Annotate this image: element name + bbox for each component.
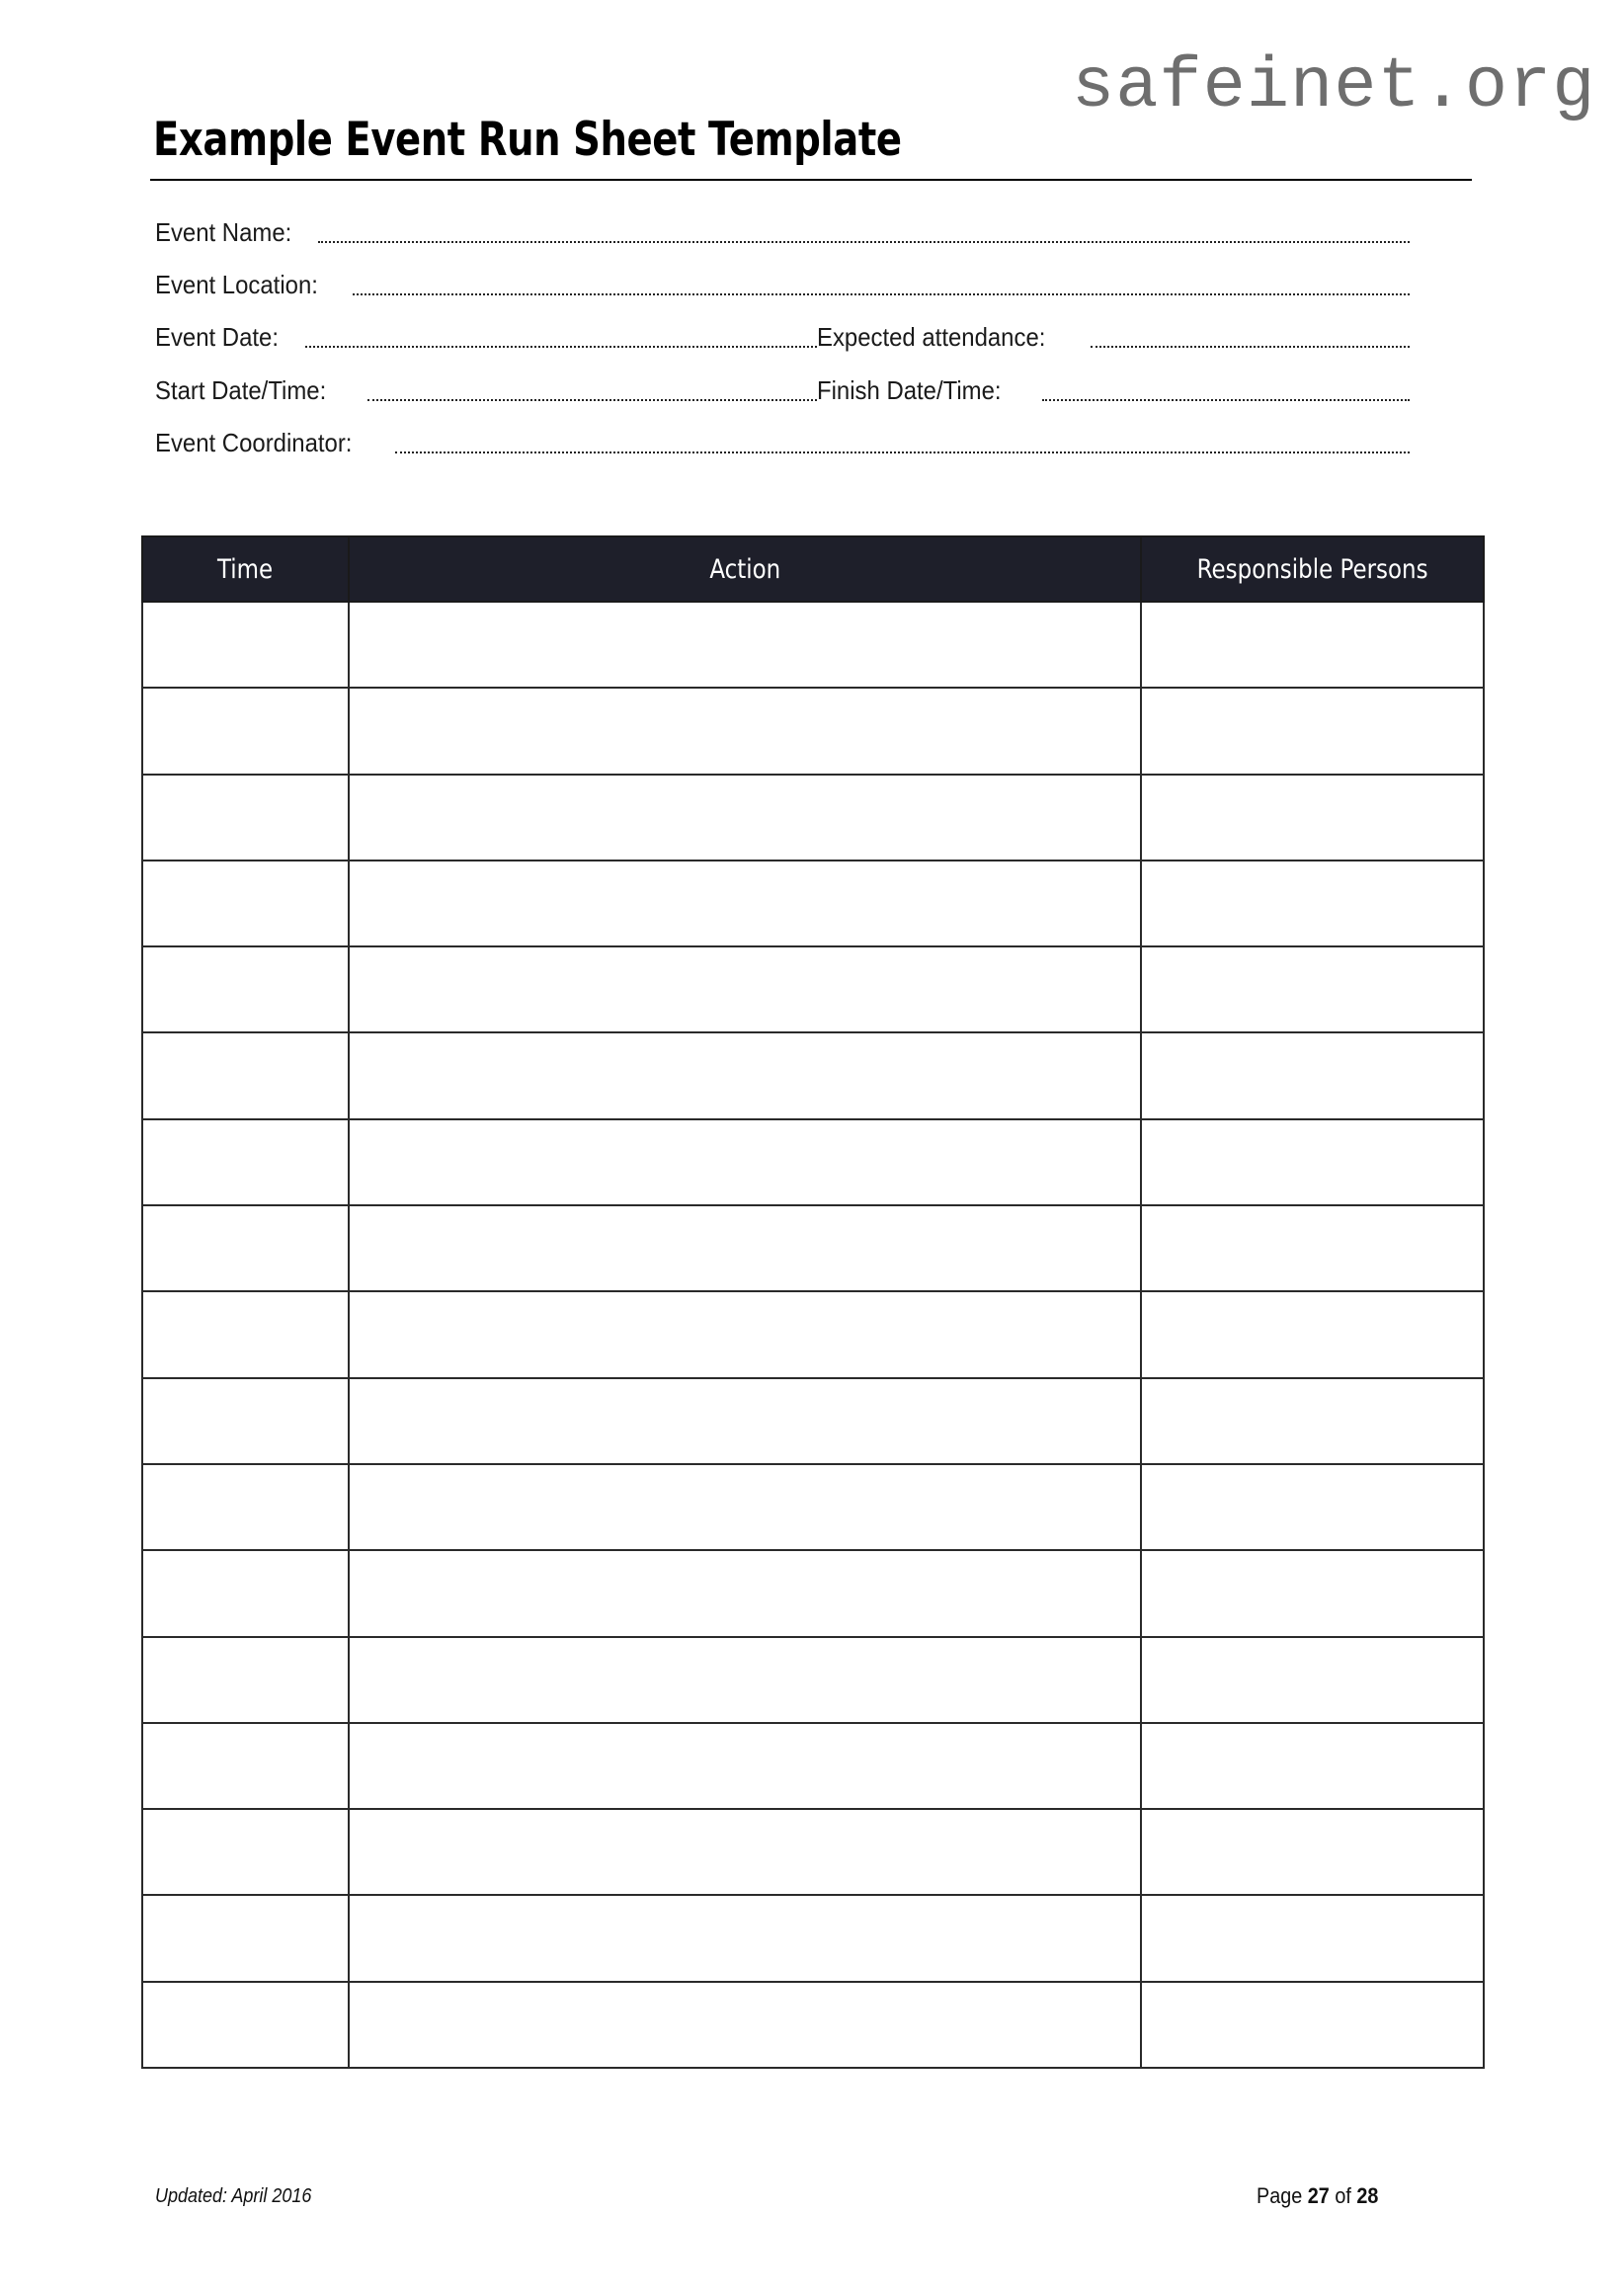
cell-responsible[interactable] xyxy=(1141,1032,1484,1118)
table-row xyxy=(142,1378,1484,1464)
cell-responsible[interactable] xyxy=(1141,1550,1484,1636)
event-name-input[interactable] xyxy=(318,241,1410,243)
cell-time[interactable] xyxy=(142,946,349,1032)
cell-action[interactable] xyxy=(349,1982,1141,2068)
cell-time[interactable] xyxy=(142,1205,349,1291)
cell-action[interactable] xyxy=(349,1464,1141,1550)
event-coordinator-field xyxy=(155,426,1410,459)
table-row xyxy=(142,1119,1484,1205)
cell-action[interactable] xyxy=(349,1378,1141,1464)
cell-responsible[interactable] xyxy=(1141,775,1484,861)
cell-action[interactable] xyxy=(349,1032,1141,1118)
cell-time[interactable] xyxy=(142,1723,349,1809)
event-coordinator-input[interactable] xyxy=(395,451,1410,453)
start-datetime-input[interactable] xyxy=(367,399,817,401)
cell-action[interactable] xyxy=(349,1723,1141,1809)
table-row xyxy=(142,775,1484,861)
event-location-field xyxy=(155,268,1410,301)
cell-action[interactable] xyxy=(349,688,1141,774)
header-action xyxy=(349,536,1141,602)
cell-responsible[interactable] xyxy=(1141,1205,1484,1291)
event-name-field xyxy=(155,215,1410,249)
event-date-row xyxy=(155,320,1410,354)
table-row xyxy=(142,1464,1484,1550)
cell-responsible[interactable] xyxy=(1141,1464,1484,1550)
table-row xyxy=(142,1550,1484,1636)
cell-action[interactable] xyxy=(349,1550,1141,1636)
cell-time[interactable] xyxy=(142,1809,349,1895)
finish-datetime-label: Finish Date/Time: xyxy=(817,375,1002,405)
page-total: 28 xyxy=(1356,2183,1379,2208)
cell-time[interactable] xyxy=(142,602,349,688)
watermark-text: safeinet.org xyxy=(1072,46,1596,127)
event-date-input[interactable] xyxy=(305,346,817,348)
event-location-label: Event Location: xyxy=(155,270,318,299)
header-time-label: Time xyxy=(217,553,274,585)
page-current: 27 xyxy=(1307,2183,1330,2208)
table-row xyxy=(142,1291,1484,1377)
cell-time[interactable] xyxy=(142,1982,349,2068)
cell-responsible[interactable] xyxy=(1141,1119,1484,1205)
table-row xyxy=(142,1637,1484,1723)
cell-action[interactable] xyxy=(349,775,1141,861)
cell-responsible[interactable] xyxy=(1141,688,1484,774)
table-row xyxy=(142,1982,1484,2068)
table-row xyxy=(142,602,1484,688)
table-row xyxy=(142,1809,1484,1895)
cell-time[interactable] xyxy=(142,1464,349,1550)
cell-action[interactable] xyxy=(349,1205,1141,1291)
start-finish-row xyxy=(155,373,1410,407)
cell-responsible[interactable] xyxy=(1141,602,1484,688)
footer-updated-date: Updated: April 2016 xyxy=(155,2185,312,2207)
cell-time[interactable] xyxy=(142,1378,349,1464)
cell-action[interactable] xyxy=(349,1809,1141,1895)
table-row xyxy=(142,688,1484,774)
cell-action[interactable] xyxy=(349,1291,1141,1377)
title-underline xyxy=(150,179,1472,181)
header-responsible-persons xyxy=(1141,536,1484,602)
cell-action[interactable] xyxy=(349,1637,1141,1723)
header-action-label: Action xyxy=(709,553,780,585)
cell-responsible[interactable] xyxy=(1141,861,1484,946)
finish-datetime-input[interactable] xyxy=(1042,399,1410,401)
cell-time[interactable] xyxy=(142,1550,349,1636)
cell-time[interactable] xyxy=(142,1119,349,1205)
expected-attendance-label: Expected attendance: xyxy=(817,322,1046,352)
page-prefix: Page xyxy=(1257,2183,1303,2208)
event-name-label: Event Name: xyxy=(155,217,292,247)
table-row xyxy=(142,1723,1484,1809)
cell-responsible[interactable] xyxy=(1141,1723,1484,1809)
start-datetime-label: Start Date/Time: xyxy=(155,375,327,405)
header-responsible-label: Responsible Persons xyxy=(1196,553,1428,585)
cell-responsible[interactable] xyxy=(1141,1982,1484,2068)
footer-page-number xyxy=(1257,2183,1378,2209)
cell-time[interactable] xyxy=(142,1895,349,1981)
cell-time[interactable] xyxy=(142,775,349,861)
cell-responsible[interactable] xyxy=(1141,1291,1484,1377)
cell-time[interactable] xyxy=(142,1291,349,1377)
cell-action[interactable] xyxy=(349,946,1141,1032)
cell-time[interactable] xyxy=(142,861,349,946)
cell-action[interactable] xyxy=(349,1119,1141,1205)
cell-time[interactable] xyxy=(142,688,349,774)
cell-time[interactable] xyxy=(142,1637,349,1723)
cell-responsible[interactable] xyxy=(1141,1378,1484,1464)
event-coordinator-label: Event Coordinator: xyxy=(155,428,353,457)
header-time xyxy=(142,536,349,602)
cell-responsible[interactable] xyxy=(1141,1637,1484,1723)
expected-attendance-input[interactable] xyxy=(1091,346,1410,348)
table-row xyxy=(142,1205,1484,1291)
event-location-input[interactable] xyxy=(353,293,1410,295)
cell-action[interactable] xyxy=(349,861,1141,946)
table-row xyxy=(142,946,1484,1032)
cell-responsible[interactable] xyxy=(1141,946,1484,1032)
table-header-row xyxy=(142,536,1484,602)
page-of: of xyxy=(1335,2183,1351,2208)
table-row xyxy=(142,1032,1484,1118)
page-title: Example Event Run Sheet Template xyxy=(153,113,902,167)
cell-responsible[interactable] xyxy=(1141,1809,1484,1895)
event-date-label: Event Date: xyxy=(155,322,279,352)
cell-responsible[interactable] xyxy=(1141,1895,1484,1981)
cell-time[interactable] xyxy=(142,1032,349,1118)
run-sheet-table xyxy=(141,535,1485,2069)
table-row xyxy=(142,861,1484,946)
table-row xyxy=(142,1895,1484,1981)
cell-action[interactable] xyxy=(349,1895,1141,1981)
cell-action[interactable] xyxy=(349,602,1141,688)
